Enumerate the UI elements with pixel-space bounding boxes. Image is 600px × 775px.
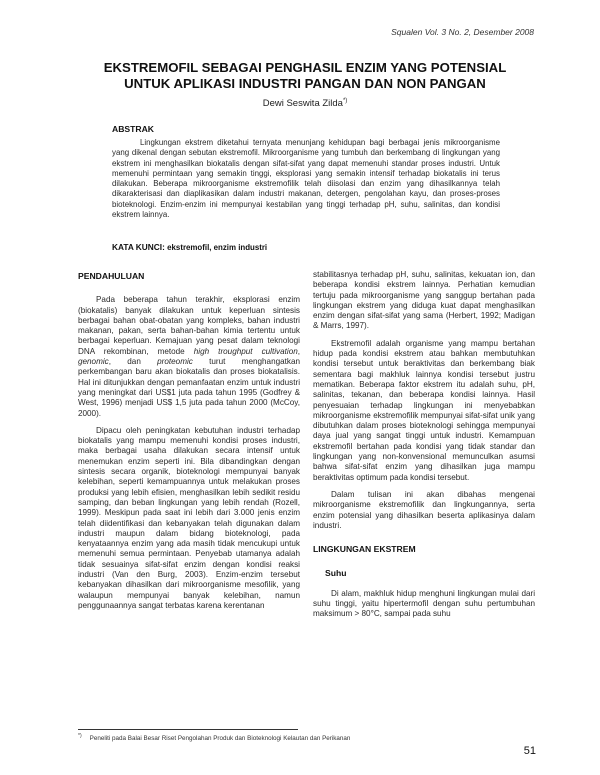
paragraph: stabilitasnya terhadap pH, suhu, salinitas, kekuatan ion, dan beberapa kondisi ekstrem lainnya. Perhatian kemudian tertuju pada mikroorganisme yang sanggup bertahan pada lingkungan ekstrem yang diduga kuat dapat menghasilkan enzim dengan sifat-sifat yang sama (Herbert, 1992; Madigan & Marrs, 1997). bbox=[313, 270, 535, 331]
section-heading-pendahuluan: PENDAHULUAN bbox=[78, 271, 145, 281]
footnote-rule bbox=[78, 729, 298, 730]
paragraph: Dipacu oleh peningkatan kebutuhan industri terhadap biokatalis yang mampu memenuhi kondisi proses industri, maka berbagai usaha dilakukan secara intensif untuk menemukan enzim seperti ini. Bila dibandingkan dengan sintesis secara organik, bioteknologi mempunyai banyak kelebihan, seperti kemampuannya untuk melakukan proses produksi yang lebih efisien, menghasilkan lebih sedikit residu samping, dan beban lingkungan yang lebih rendah (Rozell, 1999). Meskipun pada saat ini lebih dari 3.000 jenis enzim telah diidentifikasi dan kebanyakan telah digunakan dalam industri maupun dalam bidang bioteknologi, pada kenyataannya enzim yang ada masih tidak mencukupi untuk memenuhi semua permintaan. Penyebab utamanya adalah tidak sesuainya sifat-sifat enzim dengan kondisi reaksi industri (Van den Burg, 2003). Enzim-enzim tersebut kebanyakan dihasilkan dari mikroorganisme mesofilik, yang walaupun mempunyai banyak kelebihan, namun penggunaannya sangat terbatas karena kerentanan bbox=[78, 425, 300, 610]
footnote bbox=[78, 733, 538, 742]
paragraph: Di alam, makhluk hidup menghuni lingkungan mulai dari suhu tinggi, yaitu hipertermofil dengan suhu pertumbuhan maksimum > 80°C, sampai pada suhu bbox=[313, 588, 535, 619]
right-column bbox=[313, 270, 535, 627]
title-line-1: EKSTREMOFIL SEBAGAI PENGHASIL ENZIM YANG POTENSIAL bbox=[103, 60, 507, 75]
author-footnote-mark: *) bbox=[342, 98, 348, 104]
section-heading-lingkungan-ekstrem: LINGKUNGAN EKSTREM bbox=[313, 544, 416, 555]
paragraph: Pada beberapa tahun terakhir, eksplorasi enzim (biokatalis) banyak dilakukan untuk keperluan sintesis berbagai bahan obat-obatan yang kompleks, bahan industri makanan, pakan, serta bahan-bahan kimia tertentu untuk berbagai keperluan. Kemajuan yang pesat dalam teknologi DNA rekombinan, metode high troughput cultivation, genomic, dan proteomic turut menghangatkan perkembangan baru akan biokatalis dan proses biokatalisis. Hal ini ditunjukkan dengan pemanfaatan enzim untuk industri yang meningkat dari US$1 juta pada tahun 1995 (Godfrey & West, 1996) menjadi US$ 1,5 juta pada tahun 2000 (McCoy, 2000). bbox=[78, 295, 300, 418]
article-title bbox=[80, 60, 530, 92]
abstract-text: Lingkungan ekstrem diketahui ternyata menunjang kehidupan bagi berbagai jenis mikroorganisme yang dikenal dengan sebutan ekstremofil. Mikroorganisme yang tumbuh dan berkembang di lingkungan yang ekstrem ini menghasilkan biokatalis dengan sifat-sifat yang dapat memenuhi standar proses industri. Untuk memenuhi permintaan yang semakin tinggi, eksplorasi yang semakin intensif terhadap biokatalis ini terus dilakukan. Beberapa mikroorganisme ekstremofilik telah diisolasi dan enzim yang dihasilkannya telah dikarakterisasi dan diaplikasikan dalam industri makanan, detergen, pengolahan kayu, dan proses-proses bioteknologi. Enzim-enzim ini mempunyai kestabilan yang tinggi terhadap pH, suhu, salinitas, dan kondisi ekstrem lainnya. bbox=[112, 138, 500, 219]
author bbox=[80, 98, 530, 109]
subsection-heading-suhu: Suhu bbox=[325, 568, 347, 579]
title-line-2: UNTUK APLIKASI INDUSTRI PANGAN DAN NON PANGAN bbox=[124, 76, 486, 91]
running-head: Squalen Vol. 3 No. 2, Desember 2008 bbox=[391, 27, 534, 37]
keywords bbox=[112, 242, 267, 252]
keywords-value: ekstremofil, enzim industri bbox=[167, 243, 268, 252]
left-column bbox=[78, 271, 300, 618]
footnote-text: Peneliti pada Balai Besar Riset Pengolahan Produk dan Bioteknologi Kelautan dan Perikanan bbox=[89, 735, 351, 743]
abstract-heading: ABSTRAK bbox=[112, 124, 155, 134]
paragraph: Ekstremofil adalah organisme yang mampu bertahan hidup pada kondisi ekstrem atau bahkan membutuhkan kondisi tersebut untuk beraktivitas dan berkembang biak sementara bagi makhluk lainnya kondisi tersebut justru mematikan. Beberapa faktor ekstrem itu adalah suhu, pH, salinitas, tekanan, dan beberapa kondisi lainnya. Hasil penyesuaian terhadap lingkungan ini menyebabkan mikroorganisme ekstremofilik mempunyai sifat-sifat unik yang dibutuhkan dalam proses bioteknologi sehingga mempunyai daya jual yang sangat tinggi untuk industri. Kemampuan ekstremofil bertahan pada kondisi yang tidak standar dan lingkungan yang non-konvensional memunculkan asumsi bahwa sifat-sifat enzim yang dihasilkan juga mampu beraktivitas optimum pada kondisi tersebut. bbox=[313, 338, 535, 482]
footnote-mark: *) bbox=[78, 733, 82, 739]
author-name: Dewi Seswita Zilda bbox=[262, 98, 343, 110]
keywords-label: KATA KUNCI: bbox=[112, 242, 165, 252]
paragraph: Dalam tulisan ini akan dibahas mengenai mikroorganisme ekstremofilik dan lingkungannya, serta enzim potensial yang dihasilkan beserta aplikasinya dalam industri. bbox=[313, 489, 535, 530]
page-number: 51 bbox=[523, 745, 536, 757]
